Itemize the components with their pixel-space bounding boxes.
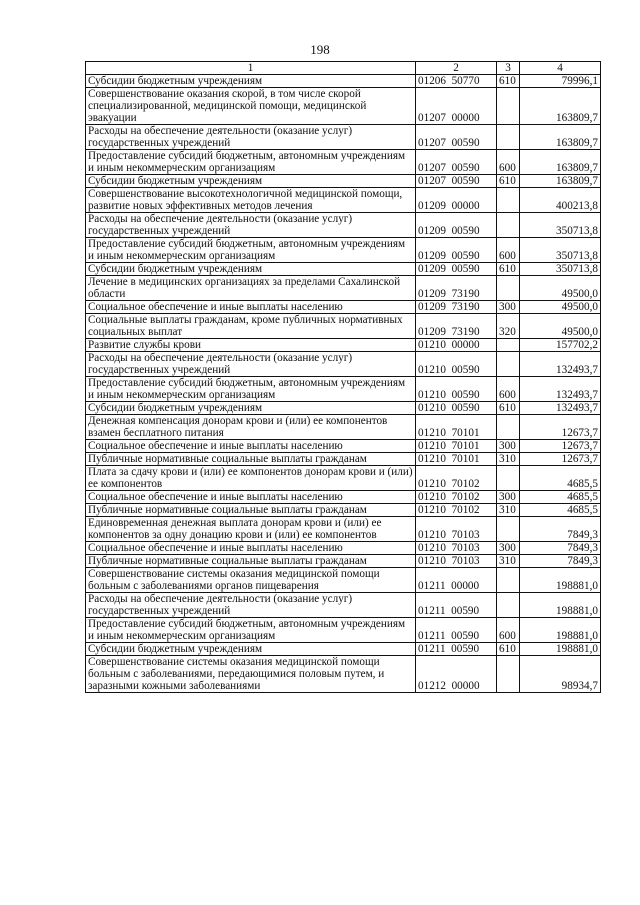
- table-row: [86, 88, 601, 125]
- row-code: 01209 00590: [416, 213, 497, 238]
- row-type: [497, 188, 520, 213]
- row-type: 310: [497, 555, 520, 568]
- row-amount: 132493,7: [520, 352, 601, 377]
- row-amount: 7849,3: [520, 542, 601, 555]
- row-code: 01207 00590: [416, 175, 497, 188]
- row-code: 01210 70102: [416, 466, 497, 491]
- row-code: 01210 70102: [416, 504, 497, 517]
- header-cell-3: 3: [497, 62, 520, 75]
- row-code: 01207 00590: [416, 150, 497, 175]
- table-row: [86, 440, 601, 453]
- row-type: 610: [497, 643, 520, 656]
- row-type: 610: [497, 402, 520, 415]
- row-name: Социальное обеспечение и иные выплаты населению: [86, 301, 416, 314]
- table-row: [86, 339, 601, 352]
- row-amount: 163809,7: [520, 125, 601, 150]
- row-code: 01209 00590: [416, 238, 497, 263]
- row-name: Субсидии бюджетным учреждениям: [86, 263, 416, 276]
- table-row: [86, 314, 601, 339]
- row-code: 01209 00000: [416, 188, 497, 213]
- row-code: 01210 70101: [416, 453, 497, 466]
- row-name: Расходы на обеспечение деятельности (оказание услуг) государственных учреждений: [86, 593, 416, 618]
- row-amount: 12673,7: [520, 440, 601, 453]
- row-amount: 49500,0: [520, 301, 601, 314]
- row-amount: 7849,3: [520, 555, 601, 568]
- row-name: Совершенствование высокотехнологичной медицинской помощи, развитие новых эффективных методов лечения: [86, 188, 416, 213]
- row-name: Социальное обеспечение и иные выплаты населению: [86, 440, 416, 453]
- row-code: 01210 70101: [416, 415, 497, 440]
- table-row: [86, 150, 601, 175]
- row-code: 01210 70103: [416, 555, 497, 568]
- table-row: [86, 377, 601, 402]
- row-type: 610: [497, 175, 520, 188]
- table-row: [86, 276, 601, 301]
- row-type: [497, 339, 520, 352]
- row-name: Совершенствование системы оказания медицинской помощи больным с заболеваниями органов пищеварения: [86, 568, 416, 593]
- row-code: 01210 70102: [416, 491, 497, 504]
- row-type: [497, 656, 520, 693]
- row-code: 01211 00590: [416, 618, 497, 643]
- row-type: 300: [497, 440, 520, 453]
- row-name: Единовременная денежная выплата донорам крови и (или) ее компонентов за одну донацию крови и (или) ее компонентов: [86, 517, 416, 542]
- row-name: Лечение в медицинских организациях за пределами Сахалинской области: [86, 276, 416, 301]
- table-row: [86, 402, 601, 415]
- table-row: [86, 568, 601, 593]
- table-row: [86, 301, 601, 314]
- table-row: [86, 415, 601, 440]
- table-row: [86, 656, 601, 693]
- row-type: 600: [497, 618, 520, 643]
- table-row: [86, 517, 601, 542]
- row-name: Денежная компенсация донорам крови и (или) ее компонентов взамен бесплатного питания: [86, 415, 416, 440]
- row-code: 01210 70101: [416, 440, 497, 453]
- row-amount: 198881,0: [520, 618, 601, 643]
- row-amount: 12673,7: [520, 453, 601, 466]
- table-row: [86, 555, 601, 568]
- row-type: 610: [497, 75, 520, 88]
- page-number: 198: [310, 42, 330, 57]
- row-name: Предоставление субсидий бюджетным, автономным учреждениям и иным некоммерческим организациям: [86, 618, 416, 643]
- table-row: [86, 175, 601, 188]
- row-code: 01207 00000: [416, 88, 497, 125]
- table-row: [86, 542, 601, 555]
- row-type: 300: [497, 542, 520, 555]
- row-amount: 350713,8: [520, 263, 601, 276]
- row-amount: 49500,0: [520, 276, 601, 301]
- row-amount: 157702,2: [520, 339, 601, 352]
- row-amount: 12673,7: [520, 415, 601, 440]
- table-row: [86, 352, 601, 377]
- row-code: 01209 00590: [416, 263, 497, 276]
- row-name: Социальное обеспечение и иные выплаты населению: [86, 542, 416, 555]
- row-amount: 198881,0: [520, 643, 601, 656]
- row-amount: 49500,0: [520, 314, 601, 339]
- row-name: Субсидии бюджетным учреждениям: [86, 175, 416, 188]
- table-row: [86, 453, 601, 466]
- row-amount: 132493,7: [520, 402, 601, 415]
- row-type: 600: [497, 150, 520, 175]
- row-type: [497, 352, 520, 377]
- row-type: 610: [497, 263, 520, 276]
- row-type: 320: [497, 314, 520, 339]
- row-amount: 163809,7: [520, 88, 601, 125]
- row-name: Совершенствование оказания скорой, в том числе скорой специализированной, медицинской помощи, медицинской эвакуации: [86, 88, 416, 125]
- row-amount: 400213,8: [520, 188, 601, 213]
- row-code: 01211 00590: [416, 643, 497, 656]
- row-name: Социальное обеспечение и иные выплаты населению: [86, 491, 416, 504]
- row-amount: 163809,7: [520, 175, 601, 188]
- table-row: [86, 593, 601, 618]
- row-amount: 198881,0: [520, 593, 601, 618]
- row-amount: 350713,8: [520, 238, 601, 263]
- row-type: 310: [497, 453, 520, 466]
- row-type: [497, 517, 520, 542]
- row-name: Субсидии бюджетным учреждениям: [86, 75, 416, 88]
- row-name: Публичные нормативные социальные выплаты гражданам: [86, 504, 416, 517]
- row-code: 01212 00000: [416, 656, 497, 693]
- row-name: Совершенствование системы оказания медицинской помощи больным с заболеваниями, передающимися половым путем, и заразными кожными заболеваниями: [86, 656, 416, 693]
- table-row: [86, 238, 601, 263]
- row-name: Публичные нормативные социальные выплаты гражданам: [86, 453, 416, 466]
- row-code: 01210 70103: [416, 517, 497, 542]
- table-row: [86, 75, 601, 88]
- row-amount: 98934,7: [520, 656, 601, 693]
- row-amount: 350713,8: [520, 213, 601, 238]
- row-code: 01209 73190: [416, 276, 497, 301]
- row-type: [497, 213, 520, 238]
- row-name: Публичные нормативные социальные выплаты гражданам: [86, 555, 416, 568]
- header-cell-1: 1: [86, 62, 416, 75]
- row-amount: 198881,0: [520, 568, 601, 593]
- table-row: [86, 263, 601, 276]
- table-row: [86, 643, 601, 656]
- table-row: [86, 466, 601, 491]
- row-amount: 7849,3: [520, 517, 601, 542]
- row-amount: 4685,5: [520, 504, 601, 517]
- row-code: 01210 00590: [416, 352, 497, 377]
- row-name: Предоставление субсидий бюджетным, автономным учреждениям и иным некоммерческим организациям: [86, 150, 416, 175]
- row-name: Субсидии бюджетным учреждениям: [86, 402, 416, 415]
- table-row: [86, 618, 601, 643]
- row-amount: 163809,7: [520, 150, 601, 175]
- row-amount: 4685,5: [520, 466, 601, 491]
- row-name: Социальные выплаты гражданам, кроме публичных нормативных социальных выплат: [86, 314, 416, 339]
- row-type: 300: [497, 301, 520, 314]
- row-type: 300: [497, 491, 520, 504]
- row-type: [497, 466, 520, 491]
- row-amount: 79996,1: [520, 75, 601, 88]
- table-row: [86, 213, 601, 238]
- row-type: [497, 568, 520, 593]
- header-cell-4: 4: [520, 62, 601, 75]
- row-type: [497, 593, 520, 618]
- table-row: [86, 504, 601, 517]
- row-type: [497, 276, 520, 301]
- row-name: Субсидии бюджетным учреждениям: [86, 643, 416, 656]
- row-name: Предоставление субсидий бюджетным, автономным учреждениям и иным некоммерческим организациям: [86, 238, 416, 263]
- row-type: 310: [497, 504, 520, 517]
- row-amount: 4685,5: [520, 491, 601, 504]
- row-name: Расходы на обеспечение деятельности (оказание услуг) государственных учреждений: [86, 352, 416, 377]
- table-row: [86, 491, 601, 504]
- row-name: Развитие службы крови: [86, 339, 416, 352]
- row-code: 01210 70103: [416, 542, 497, 555]
- row-type: [497, 125, 520, 150]
- row-code: 01209 73190: [416, 314, 497, 339]
- row-code: 01206 50770: [416, 75, 497, 88]
- row-code: 01209 73190: [416, 301, 497, 314]
- row-type: [497, 415, 520, 440]
- row-name: Предоставление субсидий бюджетным, автономным учреждениям и иным некоммерческим организациям: [86, 377, 416, 402]
- row-type: 600: [497, 377, 520, 402]
- header-cell-2: 2: [416, 62, 497, 75]
- row-code: 01207 00590: [416, 125, 497, 150]
- row-code: 01210 00590: [416, 377, 497, 402]
- row-code: 01210 00590: [416, 402, 497, 415]
- row-name: Расходы на обеспечение деятельности (оказание услуг) государственных учреждений: [86, 125, 416, 150]
- row-name: Расходы на обеспечение деятельности (оказание услуг) государственных учреждений: [86, 213, 416, 238]
- row-code: 01211 00590: [416, 593, 497, 618]
- header-row: [86, 62, 601, 75]
- table-row: [86, 188, 601, 213]
- budget-table: [85, 61, 601, 693]
- row-amount: 132493,7: [520, 377, 601, 402]
- row-code: 01210 00000: [416, 339, 497, 352]
- row-type: 600: [497, 238, 520, 263]
- row-name: Плата за сдачу крови и (или) ее компонентов донорам крови и (или) ее компонентов: [86, 466, 416, 491]
- row-type: [497, 88, 520, 125]
- row-code: 01211 00000: [416, 568, 497, 593]
- table-row: [86, 125, 601, 150]
